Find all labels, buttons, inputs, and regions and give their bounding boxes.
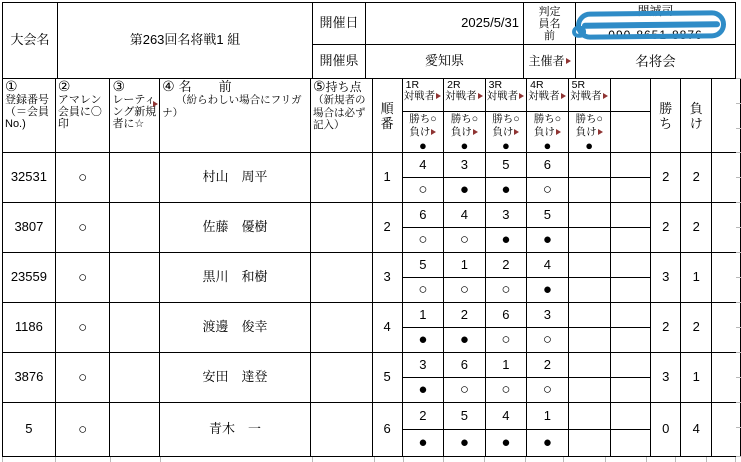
gridline: [736, 227, 741, 228]
spare-cell[interactable]: [610, 253, 651, 278]
comment-marker-icon: [598, 129, 603, 135]
table-row: [3, 353, 741, 378]
opponent-cell[interactable]: 6: [485, 303, 527, 328]
date-cell[interactable]: 2025/5/31: [366, 3, 524, 45]
order-cell[interactable]: 6: [372, 403, 402, 457]
spare-cell[interactable]: [610, 403, 651, 430]
result-cell[interactable]: ○: [402, 228, 444, 253]
header-result-marks-3: 勝ち○ 負け ●: [485, 112, 527, 153]
order-cell[interactable]: 4: [372, 303, 402, 353]
rating-cell[interactable]: [110, 353, 160, 403]
name-cell[interactable]: 佐藤 優樹: [160, 203, 311, 253]
opponent-cell[interactable]: 5: [402, 253, 444, 278]
result-cell[interactable]: ●: [444, 178, 486, 203]
losses-cell[interactable]: 2: [681, 153, 712, 203]
gridline: [646, 457, 647, 462]
order-cell[interactable]: 2: [372, 203, 402, 253]
name-cell[interactable]: 安田 達登: [160, 353, 311, 403]
comment-marker-icon: [431, 129, 436, 135]
result-cell[interactable]: [568, 228, 610, 253]
rating-cell[interactable]: [110, 303, 160, 353]
gridline: [525, 457, 526, 462]
table-row: [3, 303, 741, 328]
date-label: 開催日: [313, 3, 366, 45]
header-rating-newcomer: ③ レーティング新規者に☆: [110, 79, 160, 153]
blue-redaction-scribble: [576, 10, 726, 40]
header-losses: 負け: [681, 79, 712, 153]
spare-cell[interactable]: [610, 378, 651, 403]
table-row: [3, 403, 741, 430]
wins-cell[interactable]: 3: [651, 253, 681, 303]
comment-marker-icon: [473, 129, 478, 135]
reg-cell[interactable]: 23559: [3, 253, 56, 303]
gridline: [403, 457, 404, 462]
header-round-2: 2R 対戦者: [444, 79, 486, 112]
rating-cell[interactable]: [110, 403, 160, 457]
points-cell[interactable]: [311, 203, 373, 253]
gridline: [160, 457, 161, 462]
result-cell[interactable]: [568, 430, 610, 457]
header-amaren-member: ② アマレン会員に〇印: [55, 79, 110, 153]
rating-cell[interactable]: [110, 253, 160, 303]
result-cell[interactable]: ●: [402, 378, 444, 403]
name-cell[interactable]: 黒川 和樹: [160, 253, 311, 303]
prefecture-cell[interactable]: 愛知県: [366, 45, 524, 79]
gridline: [736, 327, 741, 328]
points-cell[interactable]: [311, 353, 373, 403]
losses-cell[interactable]: 4: [681, 403, 712, 457]
opponent-cell[interactable]: 6: [527, 153, 569, 178]
result-cell[interactable]: ●: [444, 328, 486, 353]
comment-marker-icon: [556, 129, 561, 135]
result-cell[interactable]: ●: [527, 430, 569, 457]
name-cell[interactable]: 渡邊 俊幸: [160, 303, 311, 353]
opponent-cell[interactable]: 2: [444, 303, 486, 328]
losses-cell[interactable]: 2: [681, 303, 712, 353]
amaren-cell[interactable]: ○: [55, 253, 110, 303]
judge-name-text: 関誠司: [637, 4, 674, 18]
comment-marker-icon: [566, 58, 571, 64]
opponent-cell[interactable]: 3: [444, 153, 486, 178]
reg-cell[interactable]: 3876: [3, 353, 56, 403]
opponent-cell[interactable]: 4: [485, 403, 527, 430]
tournament-name-label: 大会名: [3, 3, 58, 79]
comment-marker-icon: [153, 101, 158, 107]
comment-marker-icon: [478, 93, 483, 99]
opponent-cell[interactable]: [568, 253, 610, 278]
opponent-cell[interactable]: 3: [527, 303, 569, 328]
opponent-cell[interactable]: 2: [527, 353, 569, 378]
header-points: ⑤持ち点 （新規者の場合は必ず記入）: [311, 79, 373, 153]
result-cell[interactable]: ○: [444, 228, 486, 253]
spare-cell[interactable]: [610, 303, 651, 328]
gridline: [736, 456, 741, 457]
opponent-cell[interactable]: 2: [485, 253, 527, 278]
header-result-marks-4: 勝ち○ 負け ●: [527, 112, 569, 153]
gridline: [706, 457, 707, 462]
prefecture-label: 開催県: [313, 45, 366, 79]
gridline: [736, 377, 741, 378]
gridline: [736, 402, 741, 403]
comment-marker-icon: [514, 129, 519, 135]
name-cell[interactable]: 村山 周平: [160, 153, 311, 203]
opponent-cell[interactable]: [568, 353, 610, 378]
result-cell[interactable]: ●: [485, 228, 527, 253]
losses-cell[interactable]: 1: [681, 253, 712, 303]
gridline: [443, 457, 444, 462]
opponent-cell[interactable]: 1: [402, 303, 444, 328]
gridline: [736, 78, 741, 79]
gridline: [374, 457, 375, 462]
reg-cell[interactable]: 3807: [3, 203, 56, 253]
amaren-cell[interactable]: ○: [55, 303, 110, 353]
opponent-cell[interactable]: [568, 203, 610, 228]
opponent-cell[interactable]: 5: [444, 403, 486, 430]
judge-phone-text: 090-8651-8876: [608, 28, 703, 42]
spare-cell[interactable]: [712, 403, 741, 457]
gridline: [736, 103, 741, 104]
wins-cell[interactable]: 3: [651, 353, 681, 403]
opponent-cell[interactable]: 4: [444, 203, 486, 228]
table-row: [3, 253, 741, 278]
gridline: [736, 277, 741, 278]
comment-marker-icon: [603, 93, 608, 99]
organizer-cell[interactable]: 名将会: [576, 45, 736, 79]
opponent-cell[interactable]: 1: [444, 253, 486, 278]
opponent-cell[interactable]: 6: [444, 353, 486, 378]
result-cell[interactable]: [568, 328, 610, 353]
reg-cell[interactable]: 32531: [3, 153, 56, 203]
wins-cell[interactable]: 0: [651, 403, 681, 457]
result-cell[interactable]: ○: [527, 328, 569, 353]
gridline: [110, 457, 111, 462]
table-row: [3, 203, 741, 228]
reg-cell[interactable]: 1186: [3, 303, 56, 353]
result-cell[interactable]: ○: [444, 278, 486, 303]
amaren-cell[interactable]: ○: [55, 403, 110, 457]
result-cell[interactable]: ●: [527, 228, 569, 253]
result-cell[interactable]: ○: [444, 378, 486, 403]
result-cell[interactable]: ○: [527, 378, 569, 403]
header-wins: 勝ち: [651, 79, 681, 153]
gridline: [736, 152, 741, 153]
spare-cell[interactable]: [610, 79, 651, 112]
result-cell[interactable]: [568, 378, 610, 403]
opponent-cell[interactable]: 3: [402, 353, 444, 378]
header-player-name: ④ 名 前 （紛らわしい場合にフリガナ）: [160, 79, 311, 153]
opponent-cell[interactable]: 4: [527, 253, 569, 278]
opponent-cell[interactable]: 4: [402, 153, 444, 178]
gridline: [736, 427, 741, 428]
result-cell[interactable]: ●: [402, 328, 444, 353]
opponent-cell[interactable]: 1: [527, 403, 569, 430]
spare-cell[interactable]: [610, 112, 651, 153]
header-result-marks-1: 勝ち○ 負け ●: [402, 112, 444, 153]
organizer-label: 主催者: [524, 45, 576, 79]
gridline: [736, 177, 741, 178]
opponent-cell[interactable]: 1: [485, 353, 527, 378]
opponent-cell[interactable]: 3: [485, 203, 527, 228]
result-cell[interactable]: ○: [527, 178, 569, 203]
spare-cell[interactable]: [610, 353, 651, 378]
spare-cell[interactable]: [610, 278, 651, 303]
losses-cell[interactable]: 1: [681, 353, 712, 403]
wins-cell[interactable]: 2: [651, 153, 681, 203]
points-cell[interactable]: [311, 253, 373, 303]
wins-cell[interactable]: 2: [651, 203, 681, 253]
result-cell[interactable]: ●: [444, 430, 486, 457]
comment-marker-icon: [561, 93, 566, 99]
spare-cell[interactable]: [610, 228, 651, 253]
gridline: [563, 457, 564, 462]
match-record-table: [2, 78, 741, 457]
gridline: [736, 252, 741, 253]
spare-cell[interactable]: [610, 153, 651, 178]
order-cell[interactable]: 5: [372, 353, 402, 403]
rating-cell[interactable]: [110, 203, 160, 253]
tournament-name-cell[interactable]: 第263回名将戦1 組: [58, 3, 313, 79]
opponent-cell[interactable]: 5: [527, 203, 569, 228]
comment-marker-icon: [436, 93, 441, 99]
losses-cell[interactable]: 2: [681, 203, 712, 253]
spare-cell[interactable]: [610, 430, 651, 457]
reg-cell[interactable]: 5: [3, 403, 56, 457]
amaren-cell[interactable]: ○: [55, 353, 110, 403]
order-cell[interactable]: 1: [372, 153, 402, 203]
opponent-cell[interactable]: 5: [485, 153, 527, 178]
opponent-cell[interactable]: [568, 153, 610, 178]
points-cell[interactable]: [311, 153, 373, 203]
blue-redaction-loop: [572, 26, 586, 38]
gridline: [736, 202, 741, 203]
result-cell[interactable]: ○: [485, 328, 527, 353]
header-round-5: 5R 対戦者: [568, 79, 610, 112]
table-row: [3, 153, 741, 178]
name-cell[interactable]: 青木 一: [160, 403, 311, 457]
gridline: [312, 457, 313, 462]
spare-cell[interactable]: [610, 328, 651, 353]
opponent-cell[interactable]: 6: [402, 203, 444, 228]
result-cell[interactable]: ●: [485, 430, 527, 457]
amaren-cell[interactable]: ○: [55, 203, 110, 253]
gridline: [736, 128, 741, 129]
header-round-4: 4R 対戦者: [527, 79, 569, 112]
result-cell[interactable]: ○: [402, 178, 444, 203]
gridline: [605, 457, 606, 462]
header-result-marks-5: 勝ち○ 負け ●: [568, 112, 610, 153]
header-round-3: 3R 対戦者: [485, 79, 527, 112]
result-cell[interactable]: ○: [402, 278, 444, 303]
result-cell[interactable]: [568, 278, 610, 303]
spare-cell[interactable]: [610, 203, 651, 228]
spare-cell[interactable]: [712, 79, 741, 153]
opponent-cell[interactable]: [568, 303, 610, 328]
gridline: [484, 457, 485, 462]
header-round-1: 1R 対戦者: [402, 79, 444, 112]
gridline: [55, 457, 56, 462]
gridline: [675, 457, 676, 462]
result-cell[interactable]: [568, 178, 610, 203]
spare-cell[interactable]: [610, 178, 651, 203]
result-cell[interactable]: ●: [402, 430, 444, 457]
header-order: 順番: [372, 79, 402, 153]
header-registration-number: ① 登録番号（＝会員No.): [3, 79, 56, 153]
rating-cell[interactable]: [110, 153, 160, 203]
comment-marker-icon: [519, 93, 524, 99]
order-cell[interactable]: 3: [372, 253, 402, 303]
gridline: [735, 457, 736, 462]
opponent-cell[interactable]: [568, 403, 610, 430]
result-cell[interactable]: ●: [485, 178, 527, 203]
amaren-cell[interactable]: ○: [55, 153, 110, 203]
result-cell[interactable]: ●: [527, 278, 569, 303]
blue-redaction-stroke: [582, 21, 720, 28]
header-result-marks-2: 勝ち○ 負け ●: [444, 112, 486, 153]
gridline: [736, 302, 741, 303]
opponent-cell[interactable]: 2: [402, 403, 444, 430]
result-cell[interactable]: ○: [485, 278, 527, 303]
gridline: [2, 457, 3, 462]
wins-cell[interactable]: 2: [651, 303, 681, 353]
points-cell[interactable]: [311, 403, 373, 457]
gridline: [736, 352, 741, 353]
points-cell[interactable]: [311, 303, 373, 353]
result-cell[interactable]: ○: [485, 378, 527, 403]
judge-name-label: 判定員名前: [524, 3, 576, 45]
